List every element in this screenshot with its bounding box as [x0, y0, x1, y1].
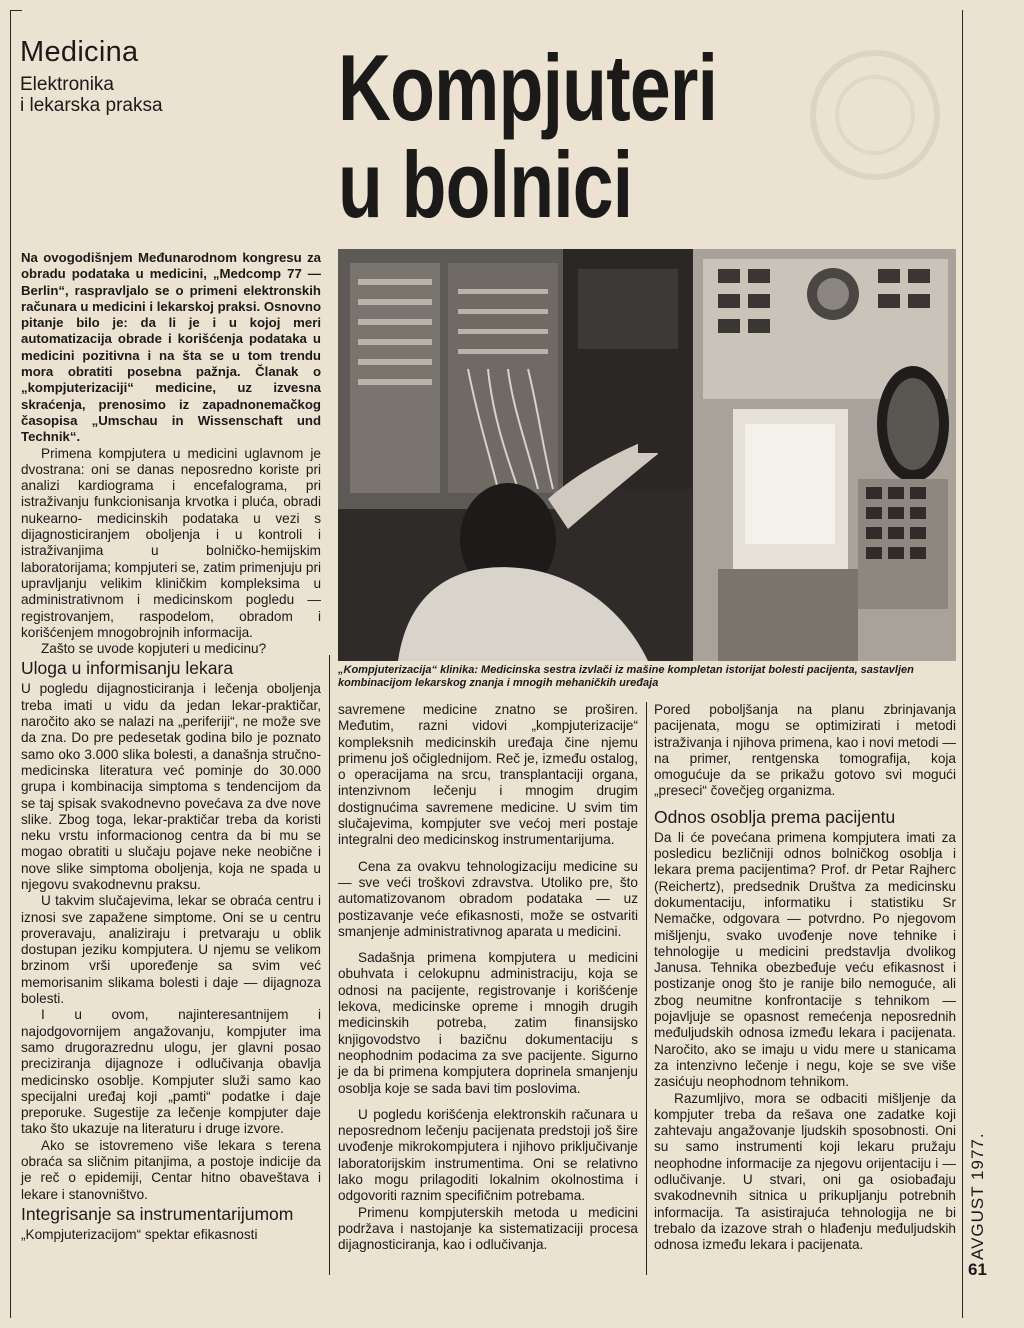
subsection-line-2: i lekarska praksa	[20, 95, 163, 116]
subheading-odnos: Odnos osoblja prema pacijentu	[654, 806, 896, 827]
col1-paragraph-6: Ako se istovremeno više lekara s terena obraća sa sličnim pitanjima, a postoje indicije da je reč o epidemiji, Centar hitno obaveštava i lekare i stanovništvo.	[21, 1137, 321, 1202]
col1-paragraph-1: Primena kompjutera u medicini uglavnom je dvostrana: oni se danas neposredno koriste pri analizi kardiograma i encefalograma, pri istraživanju funkcionisanja krvotka i pluća, obradi nukearno- medicinskih podataka u vezi s dijagnosticiranjem oboljenja i u kontroli i istraživanjima u bolničko-hemijskim laboratorijama; kompjuteri se, zatim primenjuju pri upravljanju velikim kliničkim kompleksima u administrativnom i medicinskom pogledu — registrovanjem, raspodelom, obradom i korišćenjem mnogobrojnih informacija.	[21, 445, 321, 640]
subheading-uloga: Uloga u informisanju lekara	[21, 658, 234, 679]
column-3	[654, 702, 956, 1254]
column-rule-1	[329, 655, 330, 1275]
column-1	[21, 250, 321, 1243]
top-corner-rule	[10, 10, 22, 11]
hospital-computer-photo	[338, 249, 956, 661]
col1-paragraph-3: U pogledu dijagnosticiranja i lečenja oboljenja treba imati u vidu da jedan lekar-praktičar, naročito ako se nalazi na „periferiji“, ne može sve da zna. Do pre pedesetak godina bilo je poznato samo oko 3.000 slika bolesti, a današnja stručno-medicinska literatura već pominje do 30.000 grupa i kombinacija simptoma s tendencijom da se taj spisak svakodnevno povećava za dve nove slike. Zbog toga, lekar-praktičar treba da koristi neku vrstu informacionog centra da bi mu se mogao obratiti u slučaju pojave neke neobične i nove slike simptoma oboljenja, koja ne spada u njegovu svakodnevnu praksu.	[21, 681, 321, 892]
col2-paragraph-1: savremene medicine znatno se proširen. Međutim, razni vidovi „kompjuterizacije“ kompleksnih medicinskih uređaja čine njemu primenu još očiglednijom. Reč je, između ostalog, o operacijama na srcu, transplantaciji organa, intenzivnom lečenju i mnogim drugim dostignućima savremene medicine. U svim tim slučajevima, kompjuter sve većoj meri postaje integralni deo medicinskog instrumentarijuma.	[338, 702, 638, 848]
headline-line-2: u bolnici	[338, 132, 633, 237]
col2-paragraph-5: Primenu kompjuterskih metoda u medicini podržava i nastojanje ka sistematizaciji procesa dijagnosticiranja, kao i odlučivanja.	[338, 1204, 638, 1253]
col2-paragraph-2: Cena za ovakvu tehnologizaciju medicine su — sve veći troškovi zdravstva. Utoliko pre, što automatizovanom obradom podataka — uz postizavanje veće efikasnosti, može se ostvariti smanjenje administrativnog aparata u medicini.	[338, 858, 638, 939]
col1-paragraph-7: „Kompjuterizacijom“ spektar efikasnosti	[21, 1226, 258, 1242]
photo-caption: „Kompjuterizacija“ klinika: Medicinska sestra izvlači iz mašine kompletan istorijat bolesti pacijenta, sastavljen kombinacijom lekarskog znanja i mnogih mehaničkih uređaja	[338, 664, 914, 689]
col3-paragraph-1: Pored poboljšanja na planu zbrinjavanja pacijenata, mogu se optimizirati i metodi istraživanja i njihova primena, kao i novi metodi — na primer, rentgenska tomografija, koja omogućuje da se prikažu gotovo svi mogući „preseci“ čovečjeg organizma.	[654, 702, 956, 799]
left-border-rule	[10, 10, 11, 1318]
col3-paragraph-2: Da li će povećana primena kompjutera imati za posledicu bezličniji odnos bolničkog osoblja i lekara prema pacijentima? Prof. dr Petar Rajherc (Reichertz), predsednik Društva za medicinsku dokumentaciju, informatiku i statistiku Sr Nemačke, odgovara — potvrdno. Po njegovom mišljenju, svako uvođenje nove tehnike i tehnologije u medicini predstavlja dvolikog Janusa. Tehnika obezbeđuje veću efikasnost i postizanje onog što je ranije bilo nemoguće, ali zbog neumitne konfrontacije s tehnikom — pojavljuje se opasnost remećenja neposrednih međuljudskih odnosa između lekara i pacijenata. Naročito, ako se imaju u vidu mere u stanicama za intenzivno lečenje i negu, koje se sve više zasićuju neophodnom tehnikom.	[654, 829, 956, 1090]
subsection-line-1: Elektronika	[20, 74, 114, 95]
col3-paragraph-3: Razumljivo, mora se odbaciti mišljenje da kompjuter treba da rešava one zadatke koji zahtevaju angažovanje ljudskih sposobnosti. Oni su samo instrumenti koji lekaru pružaju neophodne informacije za njegovu orijentaciju i — odlučivanje. U stvari, oni ga osiobađaju svakodnevnih sitnica u prikupljanju potrebnih informacija. Ta asistirajuća tehnologija ne bi trebalo da izazove strah o hlađenju međuljudskih odnosa između lekara i pacijenata.	[654, 1090, 956, 1253]
column-rule-2	[646, 702, 647, 1275]
col1-paragraph-5: I u ovom, najinteresantnijem i najodgovornijem angažovanju, kompjuter ima samo drugorazrednu ulogu, jer glavni posao preciziranja dijagnoze i odlučivanja obavlja medicinsko osoblje. Kompjuter služi samo kao specijalni uređaj koji „pamti“ podatke i daje preporuke. Sugestije za lečenje kompjuter daje tako što ukazuje na literaturu i druge izvore.	[21, 1007, 321, 1137]
photo-illustration	[338, 249, 956, 661]
issue-date	[968, 1030, 994, 1260]
column-2	[338, 702, 638, 1254]
col1-paragraph-4: U takvim slučajevima, lekar se obraća centru i iznosi sve zapažene simptome. Oni se u centru proveravaju, analiziraju i pretvaraju u oblik dostupan jeziku kompjutera. U njemu se velikom brzinom vrši upoređenje sa svim već memorisanim slikama bolesti i daje — dijagnoza bolesti.	[21, 893, 321, 1007]
subheading-integrisanje: Integrisanje sa instrumentarijumom	[21, 1203, 294, 1224]
col2-paragraph-4: U pogledu korišćenja elektronskih računara u neposrednom lečenju pacijenata predstoji još šire uvođenje mikrokompjutera i njihovo priključivanje laboratorijskim instrumentima. Oni se relativno lako mogu prilagoditi lokalnim okolnostima i odgovoriti raznim specifičnim potrebama.	[338, 1106, 638, 1204]
section-label: Medicina	[20, 36, 139, 68]
faint-emblem-icon	[800, 40, 950, 190]
subsection-label	[20, 74, 163, 116]
right-border-rule	[962, 10, 963, 1318]
headline-line-1: Kompjuteri	[338, 35, 718, 140]
page-number: 61	[968, 1260, 987, 1279]
lead-paragraph: Na ovogodišnjem Međunarodnom kongresu za obradu podataka u medicini, „Medcomp 77 — Berlin“, raspravljalo se o primeni elektronskih računara u medicini i lekarskoj praksi. Osnovno pitanje bilo je: da li je i u kojoj meri automatizacija obrade i korišćenja podataka u medicini pozitivna i na šta se u tom trendu mora obratiti posebna pažnja. Članak o „kompjuterizaciji“ medicine, uz izvesna skraćenja, prenosimo iz zapadnonemačkog časopisa „Umschau in Wissenschaft und Technik“.	[21, 250, 321, 445]
col2-paragraph-3: Sadašnja primena kompjutera u medicini obuhvata i celokupnu administraciju, koja se odnosi na pacijente, registrovanje i korišćenje lekova, medicinske opreme i mnogih drugih medicinskih potreba, zatim finansijsko knjigovodstvo i bazičnu dokumentaciju s neophodnim podacima za sve pacijente. Sigurno je da bi primena kompjutera doprinela smanjenju osoblja koje se sada bavi tim poslovima.	[338, 950, 638, 1096]
issue-date-text: AVGUST 1977.	[968, 1132, 987, 1260]
col1-paragraph-2: Zašto se uvode kopjuteri u medicinu?	[41, 641, 267, 657]
